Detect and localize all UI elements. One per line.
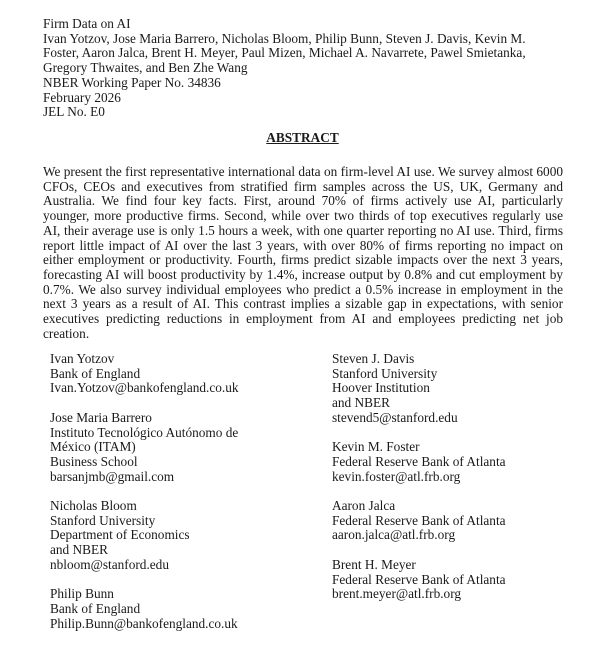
author-affiliation: México (ITAM) bbox=[50, 439, 136, 455]
author-affiliations-right bbox=[332, 352, 602, 617]
author-affiliation: Bank of England bbox=[50, 365, 141, 381]
paper-date: February 2026 bbox=[43, 89, 121, 105]
jel-code: JEL No. E0 bbox=[43, 104, 105, 120]
author-email[interactable]: stevend5@stanford.edu bbox=[332, 409, 458, 425]
author-block bbox=[50, 499, 320, 573]
author-block bbox=[332, 352, 602, 426]
author-affiliation: Stanford University bbox=[332, 365, 438, 381]
author-block bbox=[332, 499, 602, 543]
author-name: Philip Bunn bbox=[50, 586, 114, 602]
author-email[interactable]: nbloom@stanford.edu bbox=[50, 556, 169, 572]
abstract-text: We present the first representative international data on firm-level AI use. We survey almost 6000 CFOs, CEOs and executives from stratified firm samples across the US, UK, Germany and Australia. We find four key facts. First, around 70% of firms actively use AI, particularly younger, more productive firms. Second, while over two thirds of top executives regularly use AI, their average use is only 1.5 hours a week, with one quarter reporting no AI use. Third, firms report little impact of AI over the last 3 years, with over 80% of firms reporting no impact on either employment or productivity. Fourth, firms predict sizable impacts over the next 3 years, forecasting AI will boost productivity by 1.4%, increase output by 0.8% and cut employment by 0.7%. We also survey individual employees who predict a 0.5% increase in employment in the next 3 years as a result of AI. This contrast implies a sizable gap in expectations, with senior executives predicting reductions in employment from AI and employees predicting net job creation. bbox=[43, 164, 563, 341]
author-email[interactable]: kevin.foster@atl.frb.org bbox=[332, 468, 461, 484]
author-block bbox=[50, 587, 320, 631]
paper-header bbox=[43, 17, 563, 120]
author-email[interactable]: brent.meyer@atl.frb.org bbox=[332, 586, 462, 602]
author-affiliation: Federal Reserve Bank of Atlanta bbox=[332, 512, 506, 528]
author-block bbox=[332, 440, 602, 484]
author-name: Ivan Yotzov bbox=[50, 351, 115, 366]
abstract-heading: ABSTRACT bbox=[266, 130, 339, 145]
author-block bbox=[50, 352, 320, 396]
author-affiliation: Department of Economics bbox=[50, 527, 190, 543]
author-affiliation: and NBER bbox=[332, 395, 390, 411]
author-affiliation: Stanford University bbox=[50, 512, 156, 528]
author-list-line: Gregory Thwaites, and Ben Zhe Wang bbox=[43, 60, 248, 76]
author-name: Brent H. Meyer bbox=[332, 556, 416, 572]
author-name: Steven J. Davis bbox=[332, 351, 415, 366]
author-name: Jose Maria Barrero bbox=[50, 409, 152, 425]
author-affiliation: Bank of England bbox=[50, 600, 141, 616]
author-email[interactable]: Ivan.Yotzov@bankofengland.co.uk bbox=[50, 380, 239, 396]
author-email[interactable]: Philip.Bunn@bankofengland.co.uk bbox=[50, 615, 238, 631]
author-affiliation: Business School bbox=[50, 453, 138, 469]
author-affiliations-left bbox=[50, 352, 320, 646]
author-list-line: Ivan Yotzov, Jose Maria Barrero, Nicholas Bloom, Philip Bunn, Steven J. Davis, Kevin M. bbox=[43, 30, 526, 46]
author-name: Kevin M. Foster bbox=[332, 439, 420, 455]
paper-title: Firm Data on AI bbox=[43, 16, 131, 31]
author-affiliation: Hoover Institution bbox=[332, 380, 430, 396]
author-affiliation: Federal Reserve Bank of Atlanta bbox=[332, 453, 506, 469]
author-affiliation: and NBER bbox=[50, 542, 108, 558]
author-block bbox=[50, 411, 320, 485]
author-block bbox=[332, 558, 602, 602]
author-email[interactable]: barsanjmb@gmail.com bbox=[50, 468, 175, 484]
author-name: Aaron Jalca bbox=[332, 498, 396, 513]
paper-series: NBER Working Paper No. 34836 bbox=[43, 74, 221, 90]
author-email[interactable]: aaron.jalca@atl.frb.org bbox=[332, 527, 456, 543]
author-affiliation: Instituto Tecnológico Autónomo de bbox=[50, 424, 239, 440]
author-affiliation: Federal Reserve Bank of Atlanta bbox=[332, 571, 506, 587]
author-list-line: Foster, Aaron Jalca, Brent H. Meyer, Paul Mizen, Michael A. Navarrete, Pawel Smietanka, bbox=[43, 45, 526, 61]
author-name: Nicholas Bloom bbox=[50, 498, 137, 513]
